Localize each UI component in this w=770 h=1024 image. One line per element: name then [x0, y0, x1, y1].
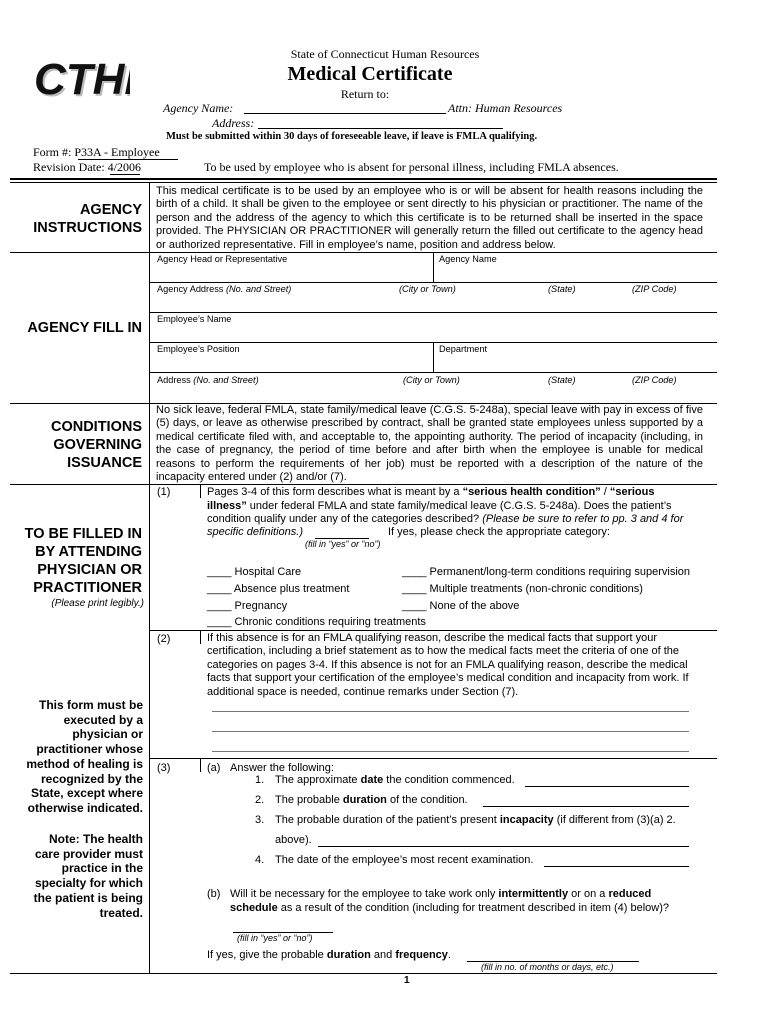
q2-duration: duration — [342, 794, 387, 806]
if-yes-e: . — [447, 949, 451, 961]
address-label: Address: — [212, 116, 255, 130]
logo-text: CTH — [34, 55, 125, 104]
agency-instructions-heading — [10, 201, 142, 237]
section2-line-2: certification, including a brief statement as to how the medical facts meet the criteria of one of the — [207, 645, 680, 658]
q1-date: date — [360, 774, 384, 786]
bottom-rule — [10, 973, 717, 974]
form-number: Form #: P33A - Employee — [33, 145, 160, 159]
q1-number: 1. — [255, 774, 265, 786]
section3-b-line2 — [230, 902, 669, 914]
b-1c: or on a — [568, 888, 609, 900]
agency-head-line[interactable] — [150, 282, 717, 283]
section2-top-rule — [150, 630, 717, 631]
section1-line2 — [207, 500, 672, 512]
agency-zip-label: (ZIP Code) — [632, 284, 677, 294]
agency-name-field[interactable] — [244, 113, 446, 114]
b-fill-hint: (fill in “yes” or “no”) — [237, 933, 313, 943]
conditions-heading-1: CONDITIONS — [50, 419, 142, 435]
if-yes-c: and — [370, 949, 396, 961]
executed-note-6: recognized by the — [40, 771, 143, 786]
q2-answer-field[interactable] — [483, 806, 689, 807]
section3-a-label: (a) — [207, 762, 221, 774]
section1-line1 — [207, 486, 655, 498]
q2-text — [275, 794, 468, 806]
agency-address-text: Agency Address — [157, 284, 224, 294]
agency-address-line[interactable] — [150, 312, 717, 313]
q4-number: 4. — [255, 854, 265, 866]
executed-note — [8, 698, 143, 816]
agency-city-label: (City or Town) — [399, 284, 456, 294]
employee-address-label — [157, 375, 259, 385]
section2-number-divider — [200, 630, 201, 644]
physician-heading-2: BY ATTENDING — [35, 544, 142, 560]
section2-number: (2) — [157, 633, 171, 645]
conditions-heading-3: ISSUANCE — [67, 455, 142, 471]
q2-a: The probable — [275, 794, 343, 806]
revision-underline — [110, 174, 140, 175]
section2-line-4: facts that support your certification of the employee’s medical condition and incapacity from work. If — [207, 672, 689, 685]
health-care-note-6: treated. — [99, 905, 143, 920]
executed-note-3: physician or — [72, 727, 143, 742]
section-number-divider — [200, 484, 201, 498]
q1-answer-field[interactable] — [525, 786, 689, 787]
agency-instructions-text: This medical certificate is to be used by an employee who is or will be absent for health reasons including the birth of a child. It shall be given to the employee or sent directly to his physician or practitioner. The name of the person and the address of the agency to which this certificate is to be returned shall be inserted in the space provided. The PHYSICIAN OR PRACTITIONER will generally return the filled out certificate to the agency head or authorized representative. Fill in employee’s name, position and address below. — [156, 185, 703, 251]
employee-position-label: Employee’s Position — [157, 344, 240, 354]
b-intermittently: intermittently — [498, 888, 569, 900]
b-reduced: reduced — [608, 888, 652, 900]
print-note: (Please print legibly.) — [51, 598, 144, 609]
top-rule — [10, 178, 717, 180]
fill-in-top-rule — [10, 252, 717, 253]
agency-address-label — [157, 284, 291, 294]
section1-check-prompt: If yes, please check the appropriate category: — [388, 526, 610, 538]
b-1a: Will it be necessary for the employee to take work only — [230, 888, 499, 900]
section1-line1-c: / — [600, 486, 610, 498]
conditions-heading-2: GOVERNING — [53, 437, 142, 453]
column-divider — [149, 183, 150, 973]
section1-line4-a: specific definitions.) — [207, 526, 303, 538]
q2-number: 2. — [255, 794, 265, 806]
section1-fill-hint: (fill in “yes” or “no”) — [305, 539, 381, 549]
return-to: Return to: — [340, 87, 390, 101]
section1-number: (1) — [157, 486, 171, 498]
agency-instructions-heading-1: AGENCY — [79, 202, 142, 218]
option-multiple-treatments[interactable]: ____ Multiple treatments (non-chronic conditions) — [402, 583, 643, 595]
health-care-note-3: practice in the — [61, 861, 143, 876]
q1-text — [275, 774, 515, 786]
agency-instructions-heading-2: INSTRUCTIONS — [33, 220, 142, 236]
q4-answer-field[interactable] — [544, 866, 689, 867]
section1-line3-a: condition qualify under any of the categories described? — [207, 513, 483, 525]
if-yes-a: If yes, give the probable — [207, 949, 327, 961]
agency-state-label: (State) — [548, 284, 576, 294]
logo-shadow: CTH — [36, 57, 127, 106]
section1-line1-a: Pages 3-4 of this form describes what is meant by a — [207, 486, 463, 498]
section1-line2-b: under federal FMLA and state family/medical leave (C.G.S. 5-248a). Does the patient’s — [246, 500, 672, 512]
health-care-note-4: specialty for which — [34, 876, 143, 891]
employee-zip-label: (ZIP Code) — [632, 375, 677, 385]
department-label: Department — [439, 344, 488, 354]
section1-serious-health: “serious health condition” — [462, 486, 601, 498]
department-divider — [433, 342, 434, 372]
section3-number-divider — [200, 758, 201, 772]
employee-name-label: Employee’s Name — [157, 314, 232, 324]
section3-b-label: (b) — [207, 888, 221, 900]
q3-c: (if different from (3)(a) 2. — [553, 814, 676, 826]
if-yes-duration: duration — [326, 949, 371, 961]
section1-illness: illness” — [207, 500, 247, 512]
page-title: Medical Certificate — [287, 63, 453, 85]
page-number: 1 — [404, 975, 410, 986]
q3-a: The probable duration of the patient’s present — [275, 814, 500, 826]
physician-heading-1: TO BE FILLED IN — [24, 526, 142, 542]
section3-b-line1 — [230, 888, 651, 900]
health-care-note-5: the patient is being — [33, 890, 143, 905]
executed-note-8: otherwise indicated. — [27, 800, 143, 815]
option-chronic-conditions[interactable]: ____ Chronic conditions requiring treatments — [207, 616, 426, 628]
option-permanent-conditions[interactable]: ____ Permanent/long-term conditions requiring supervision — [402, 566, 690, 578]
top-rule-thin — [10, 182, 717, 183]
employee-position-line[interactable] — [150, 372, 717, 373]
agency-name-cell-label: Agency Name — [439, 254, 497, 264]
section2-answer-line-3[interactable] — [212, 751, 689, 752]
section1-line4 — [207, 526, 303, 538]
physician-top-rule — [10, 484, 717, 485]
section2-line-1: If this absence is for an FMLA qualifying reason, describe the medical facts that support your — [207, 632, 658, 644]
q4-text: The date of the employee’s most recent examination. — [275, 854, 534, 866]
q3-answer-field[interactable] — [318, 846, 689, 847]
months-hint: (fill in no. of months or days, etc.) — [481, 962, 614, 972]
q3-incapacity: incapacity — [499, 814, 554, 826]
employee-state-label: (State) — [548, 375, 576, 385]
q1-c: the condition commenced. — [383, 774, 515, 786]
q1-a: The approximate — [275, 774, 361, 786]
section2-line-3: categories on pages 3-4. If this absence is not for an FMLA qualifying reason, describe the medical — [207, 658, 688, 671]
section2-answer-line-1[interactable] — [212, 711, 689, 712]
executed-note-1: This form must be — [38, 698, 143, 712]
revision-date: Revision Date: 4/2006 — [33, 160, 141, 174]
option-absence-plus-treatment[interactable]: ____ Absence plus treatment — [207, 583, 350, 595]
executed-note-2: executed by a — [63, 712, 143, 727]
agency-name-label: Agency Name: — [163, 101, 234, 115]
if-yes-frequency: frequency — [395, 949, 448, 961]
section3-top-rule — [150, 758, 717, 759]
section3-a-text: Answer the following: — [230, 762, 334, 774]
agency-address-hint: (No. and Street) — [225, 284, 292, 294]
physician-heading-4: PRACTITIONER — [33, 580, 142, 596]
section1-line3 — [207, 513, 683, 525]
option-pregnancy[interactable]: ____ Pregnancy — [207, 600, 288, 612]
q3-text-cont: above). — [275, 834, 312, 846]
attn-label: Attn: Human Resources — [448, 101, 563, 115]
agency-head-label: Agency Head or Representative — [157, 254, 288, 264]
option-none-of-above[interactable]: ____ None of the above — [402, 600, 520, 612]
if-yes-text — [207, 949, 451, 961]
agency-name-divider — [433, 252, 434, 282]
physician-heading — [10, 525, 142, 597]
q2-c: of the condition. — [386, 794, 468, 806]
state-line: State of Connecticut Human Resources — [290, 47, 480, 61]
health-care-note-1: Note: The health — [48, 832, 143, 846]
employee-address-text: Address — [157, 375, 191, 385]
address-field[interactable] — [258, 128, 503, 129]
employee-address-hint: (No. and Street) — [193, 375, 259, 385]
section2-text — [207, 632, 689, 699]
conditions-text: No sick leave, federal FMLA, state family/medical leave (C.G.S. 5-248a), special leave with pay in excess of five (5) days, or leave as otherwise prescribed by contract, shall be granted state employees unless supported by a medical certificate filed with, and acceptable to, the appointing authority. The period of incapacity (including, in the case of pregnancy, the period of time before and after birth when the employee is unable for medical reasons to perform the requirements of her job) must be reported with a description of the nature of the incapacity entered under (2) and/or (7). — [156, 404, 703, 484]
b-2b: as a result of the condition (including for treatment described in item (4) below)? — [277, 902, 669, 914]
executed-note-7: State, except where — [30, 786, 143, 801]
submit-note: Must be submitted within 30 days of foreseeable leave, if leave is FMLA qualifying. — [166, 131, 538, 142]
section1-line3-b: (Please be sure to refer to pp. 3 and 4 for — [482, 513, 684, 525]
b-schedule: schedule — [230, 902, 278, 914]
section2-answer-line-2[interactable] — [212, 731, 689, 732]
section2-line-5: additional space is needed, continue remarks under Section (7). — [207, 685, 519, 698]
health-care-note-2: care provider must — [34, 846, 143, 861]
conditions-heading — [10, 418, 142, 472]
section3-number: (3) — [157, 762, 171, 774]
health-care-note — [8, 832, 143, 920]
executed-note-5: method of healing is — [26, 756, 143, 771]
employee-city-label: (City or Town) — [403, 375, 460, 385]
option-hospital-care[interactable]: ____ Hospital Care — [207, 566, 302, 578]
q3-number: 3. — [255, 814, 265, 826]
physician-heading-3: PHYSICIAN OR — [37, 562, 142, 578]
section1-serious: “serious — [609, 486, 655, 498]
q3-text — [275, 814, 676, 826]
agency-fill-in-heading: AGENCY FILL IN — [27, 320, 142, 336]
executed-note-4: practitioner whose — [36, 742, 143, 757]
used-by-note: To be used by employee who is absent for personal illness, including FMLA absences. — [204, 160, 619, 174]
